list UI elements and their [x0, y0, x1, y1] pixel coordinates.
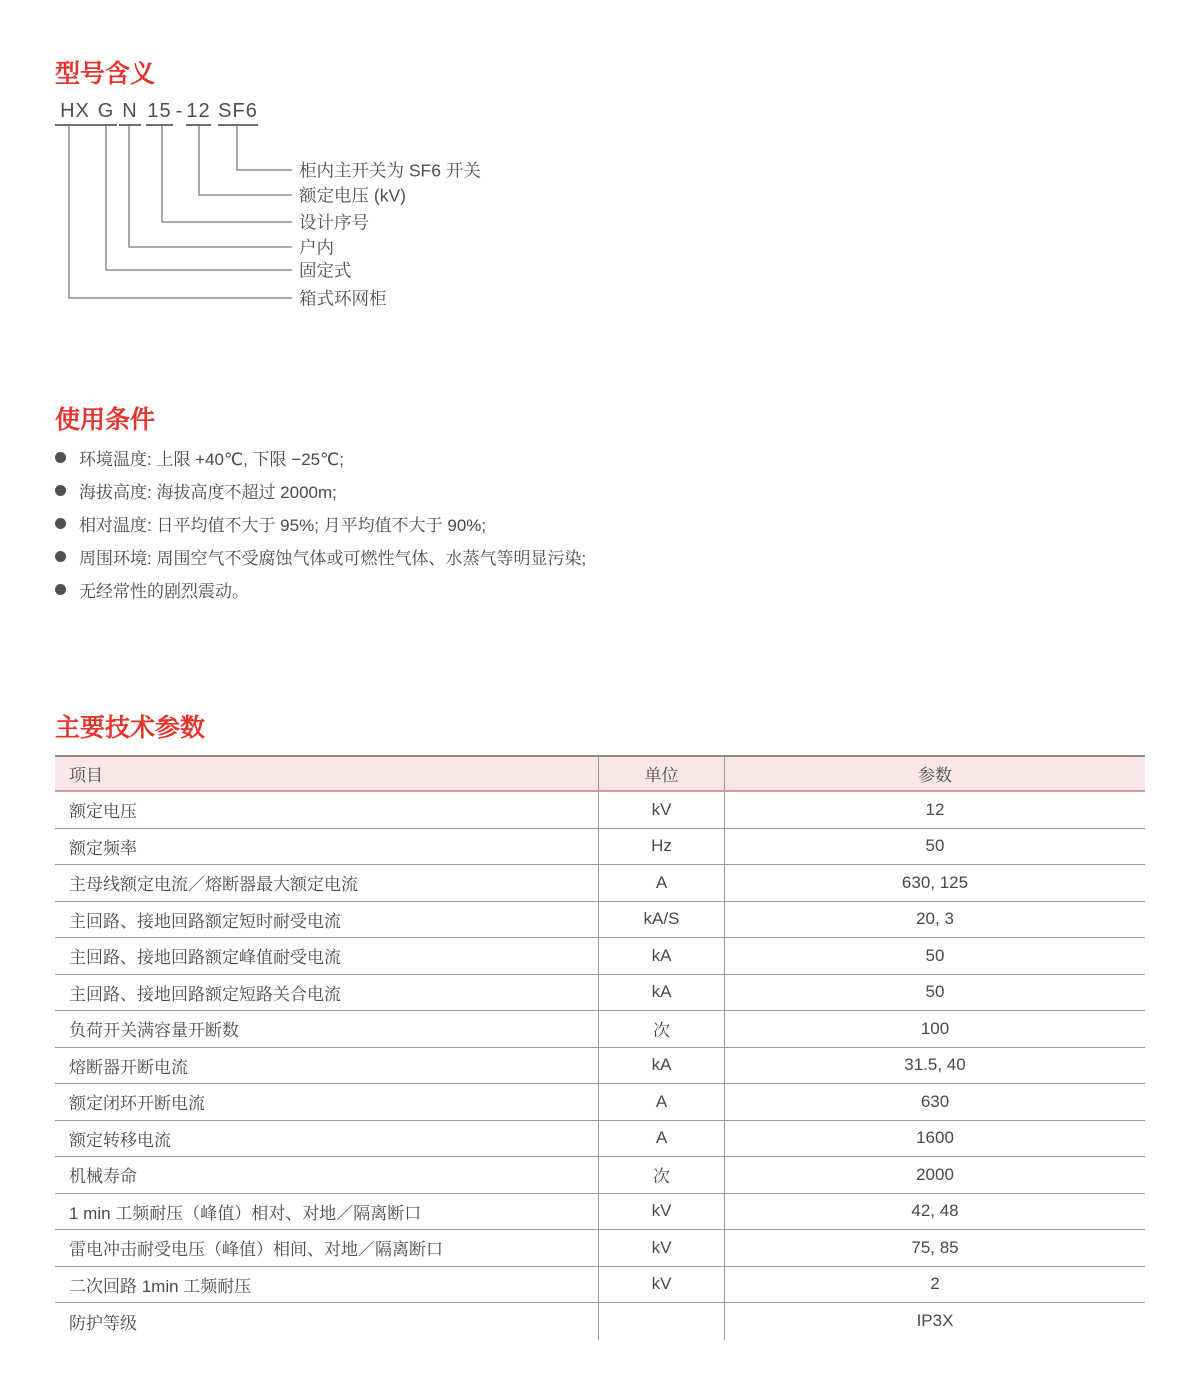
cell-param: 31.5, 40 — [904, 1055, 966, 1075]
section-title-model-meaning: 型号含义 — [55, 60, 156, 88]
table-row — [55, 1267, 1145, 1304]
cell-item: 额定转移电流 — [69, 1130, 171, 1150]
model-code-part-12: 12 — [186, 100, 211, 126]
cell-unit: kA — [598, 938, 725, 974]
model-code-part-g: G — [95, 100, 117, 126]
condition-item — [55, 573, 586, 606]
col-header-param: 参数 — [918, 766, 952, 785]
model-code-dash: - — [175, 100, 184, 122]
model-code-label-box-rmu: 箱式环网柜 — [299, 288, 387, 309]
section-title-tech-params: 主要技术参数 — [55, 714, 206, 742]
table-row — [55, 792, 1145, 829]
cell-item: 防护等级 — [69, 1313, 137, 1333]
cell-param: 100 — [920, 1018, 950, 1038]
model-code-part-hx: HX — [55, 100, 95, 126]
model-code-label-fixed-type: 固定式 — [299, 260, 352, 281]
cell-param: 12 — [925, 799, 945, 819]
cell-unit: kA/S — [598, 902, 725, 938]
condition-item — [55, 441, 586, 474]
model-code-label-rated-voltage: 额定电压 (kV) — [299, 185, 406, 206]
cell-param: 630, 125 — [901, 872, 969, 892]
cell-unit: A — [598, 1121, 725, 1157]
cell-param: 630 — [920, 1091, 950, 1111]
table-row — [55, 1084, 1145, 1121]
model-code-part-n: N — [119, 100, 141, 126]
table-row — [55, 1303, 1145, 1340]
model-code-label-design-serial: 设计序号 — [299, 212, 369, 233]
cell-param: 1600 — [916, 1128, 954, 1148]
bullet-icon — [55, 485, 66, 496]
condition-text: 环境温度: 上限 +40℃, 下限 −25℃; — [79, 450, 344, 469]
model-code-part-sf6: SF6 — [218, 100, 258, 126]
cell-item: 额定电压 — [69, 802, 137, 822]
cell-unit: kV — [598, 1230, 725, 1266]
cell-param: 50 — [925, 945, 945, 965]
cell-unit: kV — [598, 1194, 725, 1230]
col-header-item: 项目 — [69, 766, 103, 785]
cell-unit: A — [598, 1084, 725, 1120]
model-code-label-indoor: 户内 — [299, 237, 334, 258]
table-row — [55, 1157, 1145, 1194]
cell-param: IP3X — [916, 1311, 954, 1331]
cell-unit: 次 — [598, 1011, 725, 1047]
section-title-usage-conditions: 使用条件 — [55, 406, 156, 434]
cell-param: 50 — [925, 836, 945, 856]
cell-unit: Hz — [598, 829, 725, 865]
cell-param: 2000 — [916, 1164, 954, 1184]
cell-item: 熔断器开断电流 — [69, 1057, 188, 1077]
condition-text: 无经常性的剧烈震动。 — [79, 582, 249, 601]
bullet-icon — [55, 551, 66, 562]
table-row — [55, 975, 1145, 1012]
cell-item: 1 min 工频耐压（峰值）相对、对地／隔离断口 — [69, 1203, 422, 1223]
model-code-diagram — [0, 100, 1150, 340]
condition-item — [55, 474, 586, 507]
cell-unit: kV — [598, 1267, 725, 1303]
cell-item: 主回路、接地回路额定峰值耐受电流 — [69, 948, 341, 968]
cell-unit: kA — [598, 1048, 725, 1084]
model-code-label-sf6-switch: 柜内主开关为 SF6 开关 — [299, 160, 481, 181]
cell-item: 主回路、接地回路额定短时耐受电流 — [69, 911, 341, 931]
col-header-unit: 单位 — [598, 757, 725, 790]
condition-text: 相对温度: 日平均值不大于 95%; 月平均值不大于 90%; — [79, 516, 487, 535]
table-row — [55, 938, 1145, 975]
cell-param: 2 — [930, 1274, 940, 1294]
cell-item: 机械寿命 — [69, 1167, 137, 1187]
condition-item — [55, 507, 586, 540]
cell-unit: A — [598, 865, 725, 901]
model-code-part-15: 15 — [146, 100, 173, 126]
cell-item: 额定频率 — [69, 838, 137, 858]
table-row — [55, 1121, 1145, 1158]
table-row — [55, 865, 1145, 902]
cell-item: 负荷开关满容量开断数 — [69, 1021, 239, 1041]
tech-params-table — [55, 755, 1145, 1340]
table-row — [55, 902, 1145, 939]
bullet-icon — [55, 518, 66, 529]
cell-unit: kA — [598, 975, 725, 1011]
cell-item: 主回路、接地回路额定短路关合电流 — [69, 984, 341, 1004]
cell-param: 50 — [925, 982, 945, 1002]
cell-param: 20, 3 — [916, 909, 954, 929]
table-row — [55, 1048, 1145, 1085]
cell-unit — [598, 1303, 725, 1340]
condition-text: 海拔高度: 海拔高度不超过 2000m; — [79, 483, 337, 502]
table-row — [55, 829, 1145, 866]
bullet-icon — [55, 584, 66, 595]
condition-text: 周围环境: 周围空气不受腐蚀气体或可燃性气体、水蒸气等明显污染; — [79, 549, 587, 568]
table-row — [55, 1011, 1145, 1048]
usage-conditions-list — [55, 441, 586, 606]
cell-item: 雷电冲击耐受电压（峰值）相间、对地／隔离断口 — [69, 1240, 443, 1260]
cell-item: 二次回路 1min 工频耐压 — [69, 1276, 252, 1296]
cell-item: 主母线额定电流／熔断器最大额定电流 — [69, 875, 358, 895]
bullet-icon — [55, 452, 66, 463]
cell-param: 42, 48 — [911, 1201, 959, 1221]
table-row — [55, 1194, 1145, 1231]
table-header-row — [55, 757, 1145, 792]
cell-item: 额定闭环开断电流 — [69, 1094, 205, 1114]
cell-param: 75, 85 — [911, 1237, 959, 1257]
table-row — [55, 1230, 1145, 1267]
cell-unit: 次 — [598, 1157, 725, 1193]
condition-item — [55, 540, 586, 573]
cell-unit: kV — [598, 792, 725, 828]
diagram-connector-lines — [0, 126, 300, 306]
